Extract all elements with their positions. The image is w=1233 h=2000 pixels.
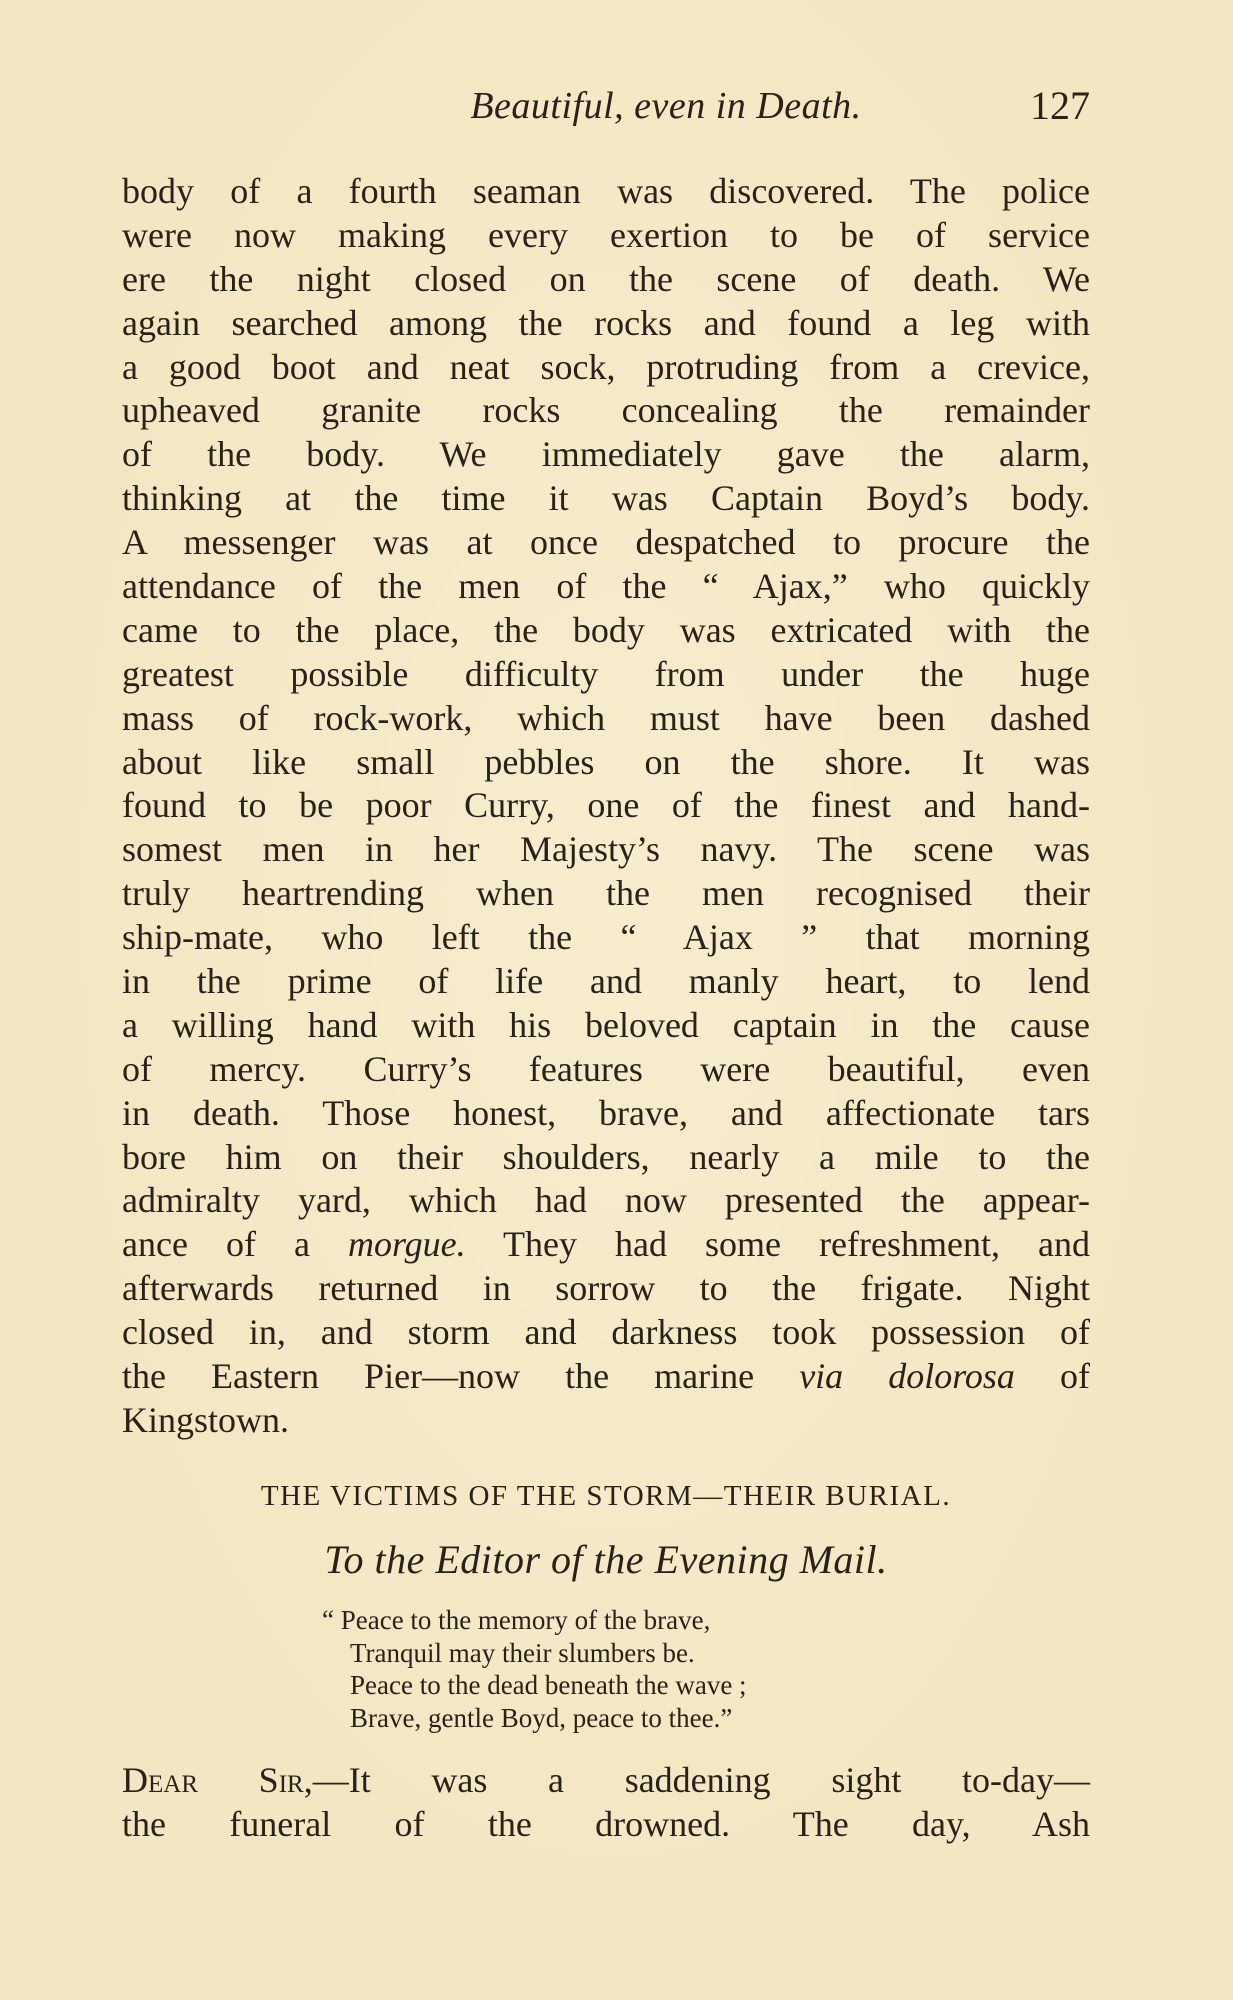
text-line: ere the night closed on the scene of death. We [122, 258, 1090, 299]
page-number: 127 [1030, 83, 1090, 128]
epigraph-verse [322, 1604, 922, 1734]
italic-term: via dolorosa [799, 1356, 1015, 1397]
text-line: afterwards returned in sorrow to the frigate. Night [122, 1268, 1090, 1309]
text-line: ship-mate, who left the “ Ajax ” that morning [122, 917, 1090, 958]
text-line: in the prime of life and manly heart, to lend [122, 961, 1090, 1002]
text-segment: the Eastern Pier—now the marine [122, 1356, 800, 1397]
text-line: thinking at the time it was Captain Boyd’s body. [122, 478, 1090, 519]
text-segment: ance of a [122, 1224, 348, 1265]
text-line: the funeral of the drowned. The day, Ash [122, 1803, 1090, 1844]
text-line: A messenger was at once despatched to procure the [122, 522, 1090, 563]
body-paragraph [122, 170, 1090, 1443]
verse-line: Peace to the dead beneath the wave ; [350, 1670, 747, 1700]
text-line: about like small pebbles on the shore. It was [122, 741, 1090, 782]
verse-line: Brave, gentle Boyd, peace to thee.” [350, 1702, 733, 1733]
text-line: closed in, and storm and darkness took possession of [122, 1312, 1090, 1353]
text-line: somest men in her Majesty’s navy. The scene was [122, 829, 1090, 870]
text-segment: of [1014, 1356, 1090, 1397]
text-line: in death. Those honest, brave, and affectionate tars [122, 1092, 1090, 1133]
letter-paragraph [122, 1758, 1090, 1846]
text-line [122, 1758, 1090, 1802]
text-line: a willing hand with his beloved captain in the cause [122, 1004, 1090, 1045]
text-line: of the body. We immediately gave the alarm, [122, 434, 1090, 475]
text-line [122, 1355, 1090, 1399]
text-line: mass of rock-work, which must have been dashed [122, 697, 1090, 738]
salutation: Dear Sir, [122, 1760, 313, 1800]
text-line: again searched among the rocks and found a leg with [122, 302, 1090, 343]
section-subheading: To the Editor of the Evening Mail. [324, 1537, 888, 1582]
text-line: greatest possible difficulty from under the huge [122, 653, 1090, 694]
text-segment: —It was a saddening sight to-day— [312, 1760, 1090, 1800]
text-line: a good boot and neat sock, protruding from a crevice, [122, 346, 1090, 387]
text-line: admiralty yard, which had now presented the appear- [122, 1180, 1090, 1221]
text-line: of mercy. Curry’s features were beautiful, even [122, 1048, 1090, 1089]
verse-line: Tranquil may their slumbers be. [350, 1637, 695, 1668]
running-head [122, 78, 1090, 134]
text-line: upheaved granite rocks concealing the remainder [122, 390, 1090, 431]
italic-term: morgue. [348, 1224, 466, 1265]
running-title: Beautiful, even in Death. [470, 85, 862, 127]
text-line: came to the place, the body was extricated with the [122, 609, 1090, 650]
text-line: attendance of the men of the “ Ajax,” who quickly [122, 566, 1090, 607]
text-line: bore him on their shoulders, nearly a mile to the [122, 1136, 1090, 1177]
text-line: truly heartrending when the men recognised their [122, 873, 1090, 914]
text-line: were now making every exertion to be of service [122, 214, 1090, 255]
text-line: body of a fourth seaman was discovered. The police [122, 171, 1090, 211]
verse-line: “ Peace to the memory of the brave, [322, 1605, 711, 1635]
text-line: found to be poor Curry, one of the finest and hand- [122, 785, 1090, 826]
text-segment: They had some refreshment, and [465, 1224, 1090, 1265]
section-heading: THE VICTIMS OF THE STORM—THEIR BURIAL. [260, 1480, 952, 1512]
text-line [122, 1223, 1090, 1267]
text-line: Kingstown. [122, 1399, 290, 1440]
